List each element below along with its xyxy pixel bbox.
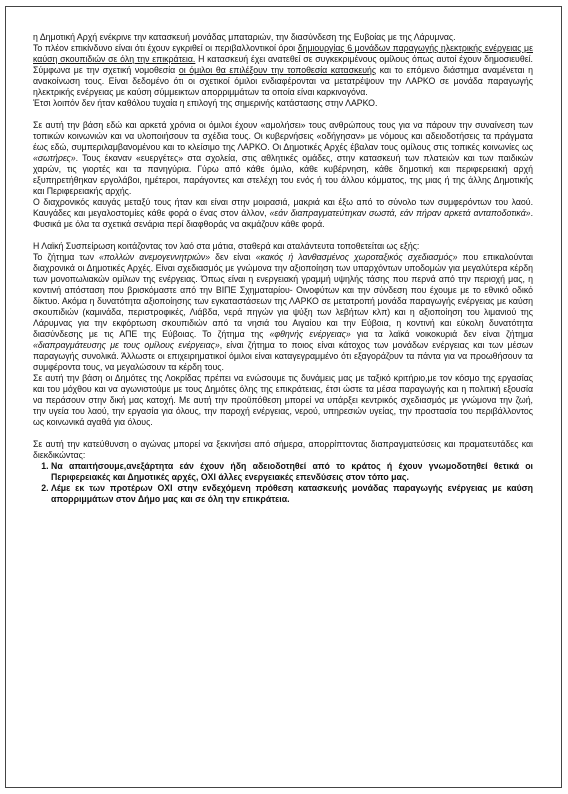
- text-segment: . Τους έκαναν «ευεργέτες» στα σχολεία, στις αθλητικές ομάδες, στην κατασκευή των πλατειών και των παιδικών χαρών, τις γιορτές και τα πανηγύρια. Γύρω από κάθε όμιλο, κάθε κυβέρνηση, κάθε δημοτική και περιφερειακή αρχή εξυπηρετήθηκαν εργολάβοι, ημέτεροι, παράγοντες και στελέχη του ενός ή του άλλου κόμματος, της μιας ή της άλλης Δημοτικής και Περιφερειακής αρχής.: [33, 153, 533, 196]
- paragraph-1: η Δημοτική Αρχή ενέκρινε την κατασκευή μονάδας μπαταριών, την διασύνδεση της Ευβοίας με της Λάρυμνας.: [33, 32, 456, 42]
- paragraph-7: [33, 252, 533, 373]
- text-segment: για τα λαϊκά νοικοκυριά δεν είναι ζήτημα: [350, 329, 533, 339]
- italic-text: «φθηνής ενέργειας»: [269, 329, 351, 339]
- italic-text: «πολλών ανεμογεννητριών»: [99, 252, 211, 262]
- text-segment: Σε αυτή την βάση εδώ και αρκετά χρόνια οι όμιλοι έχουν «αμολήσει» τους ανθρώπους τους για να πάρουν την συναίνεση των τοπικών κοινωνιών και να υλοποιήσουν τα σχέδια τους. Οι κυβερνήσεις «οδήγησαν» με νόμους και αδειοδοτήσεις τα πράγματα έως εδώ, συμπεριλαμβανομένου και το κλείσιμο της ΛΑΡΚΟ. Οι Δημοτικές Αρχές έβαλαν τους ομίλους στις τοπικές κοινωνίες ως: [33, 120, 533, 152]
- text-segment: και το επόμενο διάστημα αναμένεται η ανακοίνωση τους. Είναι δεδομένο ότι οι σχετικοί όμιλοι ενδιαφέρονται να μετατρέψουν την ΛΑΡΚΟ σε μονάδα παραγωγής ηλεκτρικής ενέργειας με καύση σύμμεικτων απορριμμάτων τα οποία είναι καρκινογόνα.: [33, 65, 534, 97]
- text-segment: Ο διαχρονικός καυγάς μεταξύ τους ήταν και είναι στην μοιρασιά, μακριά και έξω από το σύνολο των συμφερόντων του λαού. Καυγάδες και μεγαλοστομίες κάθε φορά ο ένας στον άλλον,: [33, 197, 533, 218]
- paragraph-6: Η Λαϊκή Συσπείρωση κοιτάζοντας τον λαό στα μάτια, σταθερά και αταλάντευτα τοποθετείται ως εξής:: [33, 241, 420, 251]
- paragraph-9: Σε αυτή την κατεύθυνση ο αγώνας μπορεί να ξεκινήσει από σήμερα, απορρίπτοντας διαπραγματεύσεις και πραματευτάδες και διεκδικώντας:: [33, 439, 533, 460]
- text-segment: Το πλέον επικίνδυνο είναι ότι έχουν εγκριθεί οι περιβαλλοντικοί όροι: [33, 43, 298, 53]
- text-segment: Η κατασκευή έχει ανατεθεί σε συγκεκριμένους ομίλους όπως αυτοί έχουν δημοσιευθεί. Σύμφωνα με την σχετική νομοθεσία: [33, 54, 533, 75]
- demands-list: [33, 461, 533, 505]
- text-segment: . Φυσικά με όλα τα σχετικά σενάρια περί διαφθοράς να ακμάζουν κάθε φορά.: [33, 208, 533, 229]
- paragraph-3: Έτσι λοιπόν δεν ήταν καθόλου τυχαία η επιλογή της σημερινής κατάστασης στην ΛΑΡΚΟ.: [33, 98, 378, 108]
- document-body: [33, 32, 533, 505]
- list-item: 1. Να απαιτήσουμε,ανεξάρτητα εάν έχουν ήδη αδειοδοτηθεί από το κράτος ή έχουν γνωμοδοτηθεί θετικά οι Περιφερειακές και Δημοτικές αρχές, ΟΧΙ άλλες ενεργειακές επενδύσεις στον τόπο μας.: [51, 461, 533, 483]
- text-segment: , είναι ζήτημα το ποιος είναι κάτοχος των μονάδων ενέργειας και των μέσων παραγωγής συνολικά. Άλλωστε οι επιχειρηματικοί όμιλοι είναι καταγεγραμμένο ότι εξαγοράζουν τα πάντα για να προωθήσουν τα συμφέροντα τους, να μεγαλώσουν τα κέρδη τους.: [33, 340, 533, 372]
- paragraph-4: [33, 120, 533, 197]
- text-segment: Το ζήτημα των: [33, 252, 100, 262]
- paragraph-2: [33, 43, 533, 98]
- text-segment: που επικαλούνται διαχρονικά οι Δημοτικές Αρχές. Είναι σχεδιασμός με γνώμονα την αξιοποίηση των υπαρχόντων υποδομών για μεγαλύτερα κέρδη των μονοπωλιακών ομίλων της ενέργειας. Όπως είναι η ενεργειακή γραμμή υψηλής τάσης που περνά από την περιοχή μας, η κοντινή απόσταση που βρισκόμαστε από την ΒΙΠΕ Σχηματαρίου- Οινοφύτων και την σύνδεση που έχουμε με το εθνικό οδικό δίκτυο. Ακόμα η δυνατότητα αξιοποίησης των εγκαταστάσεων της ΛΑΡΚΟ σε μετατροπή μονάδα παραγωγής ενέργειας με καύση σκουπιδιών (καμινάδα, περιστροφικές, Λιάβδα, νερά πηγών για ψύξη των λεβήτων κλπ) και η αξιοποίηση του λιμανιού της Λάρυμνας για την εκφόρτωση σκουπιδιών από τα νησιά του Αιγαίου και την Εύβοια, η κοντινή και εύκολη δυνατότητα διασύνδεσης με τις ΑΠΕ της Εύβοιας. Το ζήτημα της: [33, 252, 533, 339]
- underlined-text: οι όμιλοι θα επιλέξουν την τοποθεσία κατασκευής: [178, 65, 377, 75]
- paragraph-5: [33, 197, 533, 230]
- paragraph-8: Σε αυτή την βάση οι Δημότες της Λοκρίδας πρέπει να ενώσουμε τις δυνάμεις μας με ταξικό κριτήριο,με τον κόσμο της εργασίας και του μόχθου και να αγωνιστούμε με τους Δημότες όλης της επικράτειας, έτσι ώστε τα μέσα παραγωγής και η πολιτική εξουσία να περάσουν στην δική μας κατοχή. Με αυτή την προϋπόθεση μπορεί να υπάρξει κεντρικός σχεδιασμός με γνώμονα την ζωή, την υγεία του λαού, την εργασία για όλους, την παροχή ενέργειας, νερού, υπηρεσιών υγείας, την προστασία του περιβάλλοντος ως κοινωνικά αγαθά για όλους.: [33, 373, 533, 427]
- italic-text: «κακός ή λανθασμένος χωροταξικός σχεδιασμός»: [255, 252, 458, 262]
- italic-text: «σωτήρες»: [33, 153, 76, 163]
- italic-text: «εάν διαπραγματεύτηκαν σωστά, εάν πήραν αρκετά ανταποδοτικά»: [269, 208, 531, 218]
- italic-text: «διαπραγμάτευσης με τους ομίλους ενέργειας»: [33, 340, 220, 350]
- text-segment: δεν είναι: [210, 252, 256, 262]
- underlined-text: δημιουργίας 6 μονάδων παραγωγής ηλεκτρικής ενέργειας με καύση σκουπιδιών σε όλη την επικράτεια.: [33, 43, 533, 64]
- list-item: 2. Λέμε εκ των προτέρων ΟΧΙ στην ενδεχόμενη πρόθεση κατασκευής μονάδας παραγωγής ενέργειας με καύση απορριμμάτων στον Δήμο μας και σε όλη την επικράτεια.: [51, 483, 533, 505]
